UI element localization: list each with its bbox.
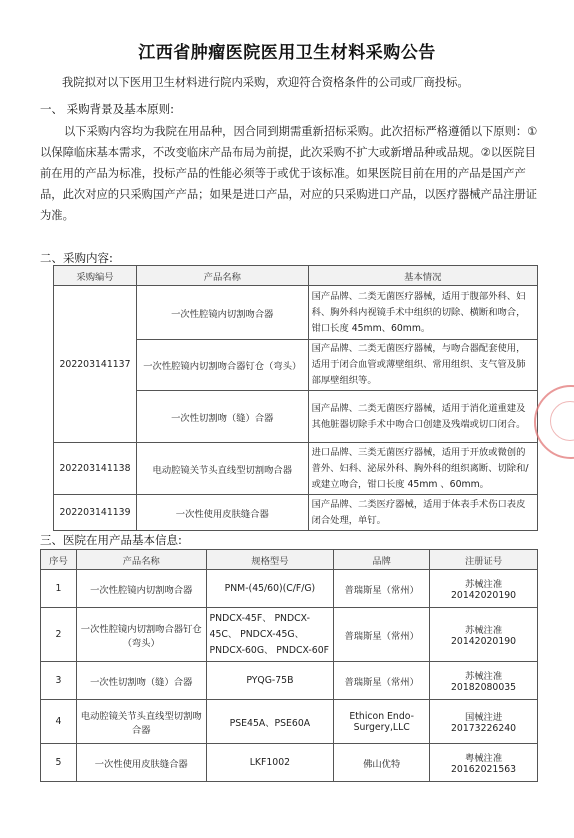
procurement-table	[53, 265, 538, 531]
product-info-table	[40, 549, 538, 782]
product-description: 国产品牌、二类无菌医疗器械，适用于消化道重建及其他脏器切除手术中吻合口创建及残端或切口闭合。	[308, 391, 537, 443]
table-row	[41, 700, 538, 744]
row-reg: 苏械注准 20142020190	[430, 570, 538, 608]
table-row	[41, 662, 538, 700]
product-description: 国产品牌、二类无菌医疗器械，适用于腹部外科、妇科、胸外科内视镜手术中组织的切除、横断和吻合，钳口长度 45mm、60mm。	[308, 286, 537, 340]
page-title: 江西省肿瘤医院医用卫生材料采购公告	[138, 43, 436, 63]
table-row	[41, 744, 538, 782]
header-description: 基本情况	[308, 266, 537, 286]
product-name: 一次性腔镜内切割吻合器钉仓（弯头）	[136, 340, 308, 391]
product-name: 一次性腔镜内切割吻合器	[136, 286, 308, 340]
official-seal	[534, 385, 574, 459]
product-info-header-row	[41, 550, 538, 570]
section1-body: 以下采购内容均为我院在用品种，因合同到期需重新招标采购。此次招标严格遵循以下原则：①以保障临床基本需求，不改变临床产品布局为前提，此次采购不扩大或新增品种或品规。②以医院目前在用的产品为标准，投标产品的性能必须等于或优于该标准。如果医院目前在用的产品是国产产品，此次对应的只采购国产产品；如果是进口产品，对应的只采购进口产品，以医疗器械产品注册证为准。	[40, 125, 538, 222]
procurement-code: 202203141139	[54, 495, 137, 531]
row-spec: PSE45A、PSE60A	[206, 700, 334, 744]
product-description: 国产品牌、二类无菌医疗器械，与吻合器配套使用，适用于闭合血管或薄壁组织、常用组织、支气管及肺部厚壁组织等。	[308, 340, 537, 391]
row-reg: 苏械注准 20182080035	[430, 662, 538, 700]
row-number: 1	[41, 570, 77, 608]
row-spec: PNDCX-45F、 PNDCX-45C、 PNDCX-45G、 PNDCX-60G、 PNDCX-60F	[206, 608, 334, 662]
section3-heading: 三、医院在用产品基本信息:	[40, 533, 182, 547]
row-spec: PYQG-75B	[206, 662, 334, 700]
row-reg: 粤械注准 20162021563	[430, 744, 538, 782]
header-no: 序号	[41, 550, 77, 570]
row-spec: LKF1002	[206, 744, 334, 782]
table-row	[41, 608, 538, 662]
row-brand: 普瑞斯星（常州）	[334, 608, 430, 662]
procurement-header-row	[54, 266, 538, 286]
table-row	[54, 286, 538, 340]
row-brand: 佛山优特	[334, 744, 430, 782]
intro-text: 我院拟对以下医用卫生材料进行院内采购，欢迎符合资格条件的公司或厂商投标。	[62, 76, 469, 89]
header-code: 采购编号	[54, 266, 137, 286]
product-description: 国产品牌、二类医疗器械，适用于体表手术伤口表皮闭合处理，单钉。	[308, 495, 537, 531]
table-row	[54, 443, 538, 495]
row-name: 一次性腔镜内切割吻合器	[76, 570, 206, 608]
row-reg: 苏械注准 20142020190	[430, 608, 538, 662]
section2-heading: 二、采购内容:	[40, 251, 113, 265]
header-reg: 注册证号	[430, 550, 538, 570]
row-name: 电动腔镜关节头直线型切割吻合器	[76, 700, 206, 744]
product-description: 进口品牌、三类无菌医疗器械，适用于开放或微创的普外、妇科、泌尿外科、胸外科的组织离断、切除和/或建立吻合，钳口长度 45mm 、60mm。	[308, 443, 537, 495]
header-product-name: 产品名称	[136, 266, 308, 286]
row-name: 一次性使用皮肤缝合器	[76, 744, 206, 782]
row-number: 4	[41, 700, 77, 744]
row-brand: Ethicon Endo-Surgery,LLC	[334, 700, 430, 744]
table-row	[54, 495, 538, 531]
table-row	[41, 570, 538, 608]
product-name: 电动腔镜关节头直线型切割吻合器	[136, 443, 308, 495]
procurement-code: 202203141137	[54, 286, 137, 443]
row-name: 一次性切割吻（缝）合器	[76, 662, 206, 700]
row-number: 2	[41, 608, 77, 662]
header-spec: 规格型号	[206, 550, 334, 570]
product-name: 一次性切割吻（缝）合器	[136, 391, 308, 443]
row-spec: PNM-(45/60)(C/F/G)	[206, 570, 334, 608]
row-brand: 普瑞斯星（常州）	[334, 662, 430, 700]
row-number: 3	[41, 662, 77, 700]
header-brand: 品牌	[334, 550, 430, 570]
procurement-code: 202203141138	[54, 443, 137, 495]
section1-heading: 一、 采购背景及基本原则:	[40, 102, 175, 116]
row-number: 5	[41, 744, 77, 782]
row-name: 一次性腔镜内切割吻合器钉仓（弯头）	[76, 608, 206, 662]
row-brand: 普瑞斯星（常州）	[334, 570, 430, 608]
row-reg: 国械注进 20173226240	[430, 700, 538, 744]
header-name: 产品名称	[76, 550, 206, 570]
product-name: 一次性使用皮肤缝合器	[136, 495, 308, 531]
